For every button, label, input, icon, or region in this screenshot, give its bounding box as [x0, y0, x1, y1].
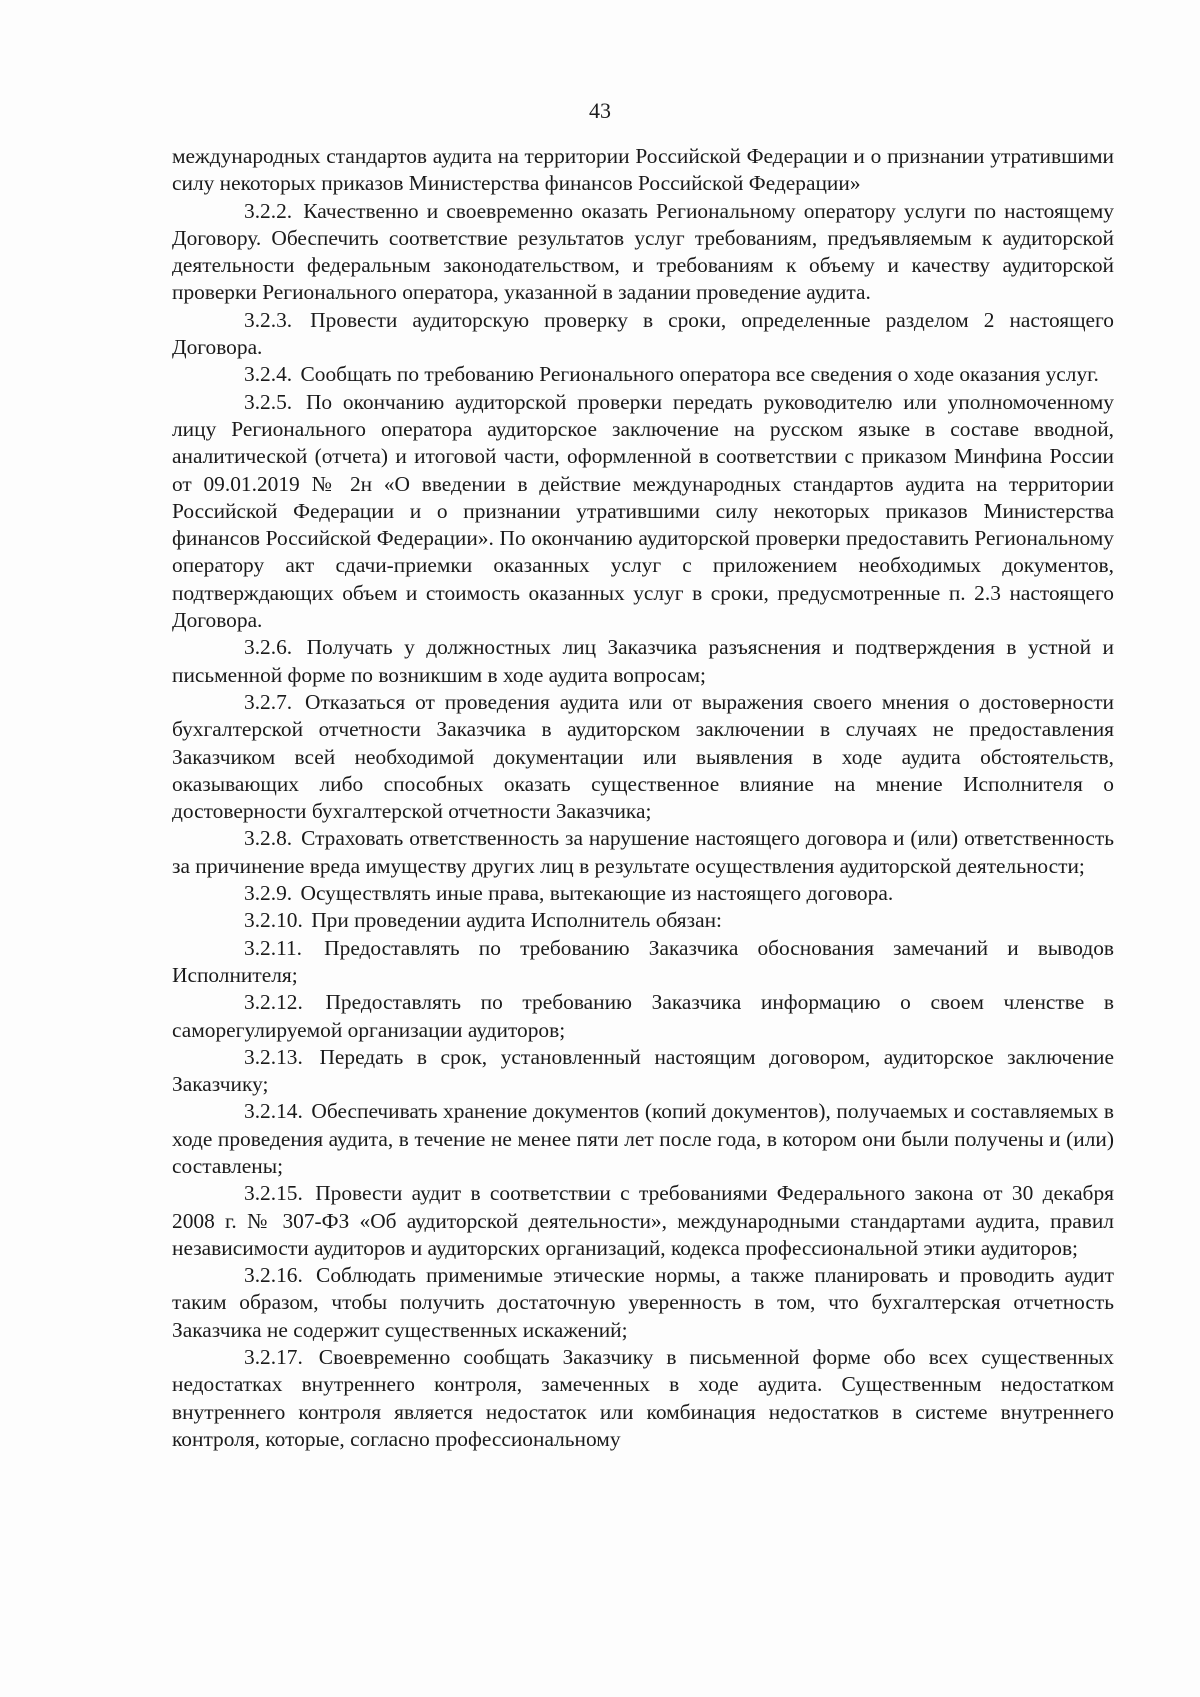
clause-3-2-11 — [172, 935, 1114, 990]
clause-text: Предоставлять по требованию Заказчика информацию о своем членстве в саморегулируемой организации аудиторов; — [172, 990, 1114, 1042]
clause-text: Провести аудиторскую проверку в сроки, определенные разделом 2 настоящего Договора. — [172, 307, 1114, 360]
clause-text: Качественно и своевременно оказать Региональному оператору услуги по настоящему Договору. Обеспечить соответствие результатов услуг требованиям, предъявляемым к аудиторской деятельности федеральным законодательством, и требованиям к объему и качеству аудиторской проверки Регионального оператора, указанной в задании проведение аудита. — [172, 198, 1114, 305]
clause-number: 3.2.8. — [244, 826, 293, 851]
clause-3-2-9 — [172, 880, 1114, 907]
clause-3-2-4 — [172, 361, 1114, 388]
clause-number: 3.2.2. — [244, 198, 293, 223]
clause-number: 3.2.9. — [244, 881, 293, 906]
clause-number: 3.2.14. — [244, 1099, 303, 1124]
clause-number: 3.2.17. — [244, 1345, 303, 1370]
clause-number: 3.2.12. — [244, 990, 303, 1015]
clause-3-2-6 — [172, 634, 1114, 689]
clause-text: При проведении аудита Исполнитель обязан: — [311, 908, 722, 933]
clause-text: Предоставлять по требованию Заказчика обоснования замечаний и выводов Исполнителя; — [172, 935, 1114, 987]
clause-3-2-15 — [172, 1180, 1114, 1262]
paragraph-continuation — [172, 143, 1114, 198]
clause-number: 3.2.15. — [244, 1181, 303, 1206]
clause-3-2-14 — [172, 1098, 1114, 1180]
clause-3-2-13 — [172, 1044, 1114, 1099]
clause-text: Получать у должностных лиц Заказчика разъяснения и подтверждения в устной и письменной форме по возникшим в ходе аудита вопросам; — [172, 635, 1114, 687]
clause-3-2-12 — [172, 989, 1114, 1044]
clause-text: Отказаться от проведения аудита или от выражения своего мнения о достоверности бухгалтерской отчетности Заказчика в аудиторском заключении в случаях не предоставления Заказчиком всей необходимой документации или выявления в ходе аудита обстоятельств, оказывающих либо способных оказать существенное влияние на мнение Исполнителя о достоверности бухгалтерской отчетности Заказчика; — [172, 689, 1114, 824]
clause-text: Страховать ответственность за нарушение настоящего договора и (или) ответственность за причинение вреда имуществу других лиц в результате осуществления аудиторской деятельности; — [172, 826, 1114, 878]
clause-3-2-2 — [172, 198, 1114, 307]
clause-3-2-7 — [172, 689, 1114, 825]
clause-number: 3.2.11. — [244, 935, 303, 960]
clause-number: 3.2.4. — [244, 362, 293, 387]
clause-text: Соблюдать применимые этические нормы, а также планировать и проводить аудит таким образом, чтобы получить достаточную уверенность в том, что бухгалтерская отчетность Заказчика не содержит существенных искажений; — [172, 1263, 1114, 1342]
clause-3-2-3 — [172, 307, 1114, 362]
clause-number: 3.2.5. — [244, 389, 293, 414]
clause-text: Сообщать по требованию Регионального оператора все сведения о ходе оказания услуг. — [300, 362, 1099, 387]
clause-3-2-8 — [172, 825, 1114, 880]
clause-3-2-16 — [172, 1262, 1114, 1344]
clause-text: Передать в срок, установленный настоящим договором, аудиторское заключение Заказчику; — [172, 1044, 1114, 1097]
clause-number: 3.2.13. — [244, 1044, 303, 1069]
clause-number: 3.2.7. — [244, 689, 293, 714]
page-number: 43 — [589, 98, 611, 123]
clause-3-2-17 — [172, 1344, 1114, 1453]
clause-text: Провести аудит в соответствии с требованиями Федерального закона от 30 декабря 2008 г. № 307-ФЗ «Об аудиторской деятельности», международными стандартами аудита, правил независимости аудиторов и аудиторских организаций, кодекса профессиональной этики аудиторов; — [172, 1181, 1114, 1260]
clause-3-2-10 — [172, 907, 1114, 934]
clause-number: 3.2.6. — [244, 635, 293, 660]
clause-text: Своевременно сообщать Заказчику в письменной форме обо всех существенных недостатках внутреннего контроля, замеченных в ходе аудита. Существенным недостатком внутреннего контроля является недостаток или комбинация недостатков в системе внутреннего контроля, которые, согласно профессиональному — [172, 1345, 1114, 1451]
clause-3-2-5 — [172, 389, 1114, 635]
clause-number: 3.2.10. — [244, 908, 303, 933]
paragraph-text: международных стандартов аудита на территории Российской Федерации и о признании утратившими силу некоторых приказов Министерства финансов Российской Федерации» — [172, 144, 1114, 196]
document-body — [172, 143, 1114, 1453]
clause-number: 3.2.3. — [244, 307, 293, 332]
clause-text: По окончанию аудиторской проверки передать руководителю или уполномоченному лицу Регионального оператора аудиторское заключение на русском языке в составе вводной, аналитической (отчета) и итоговой части, оформленной в соответствии с приказом Минфина России от 09.01.2019 № 2н «О введении в действие международных стандартов аудита на территории Российской Федерации и о признании утратившими силу некоторых приказов Министерства финансов Российской Федерации». По окончанию аудиторской проверки предоставить Региональному оператору акт сдачи-приемки оказанных услуг с приложением необходимых документов, подтверждающих объем и стоимость оказанных услуг в сроки, предусмотренные п. 2.3 настоящего Договора. — [172, 389, 1114, 633]
clause-text: Осуществлять иные права, вытекающие из настоящего договора. — [300, 881, 894, 906]
clause-number: 3.2.16. — [244, 1263, 303, 1288]
clause-text: Обеспечивать хранение документов (копий документов), получаемых и составляемых в ходе проведения аудита, в течение не менее пяти лет после года, в котором они были получены и (или) составлены; — [172, 1099, 1114, 1178]
